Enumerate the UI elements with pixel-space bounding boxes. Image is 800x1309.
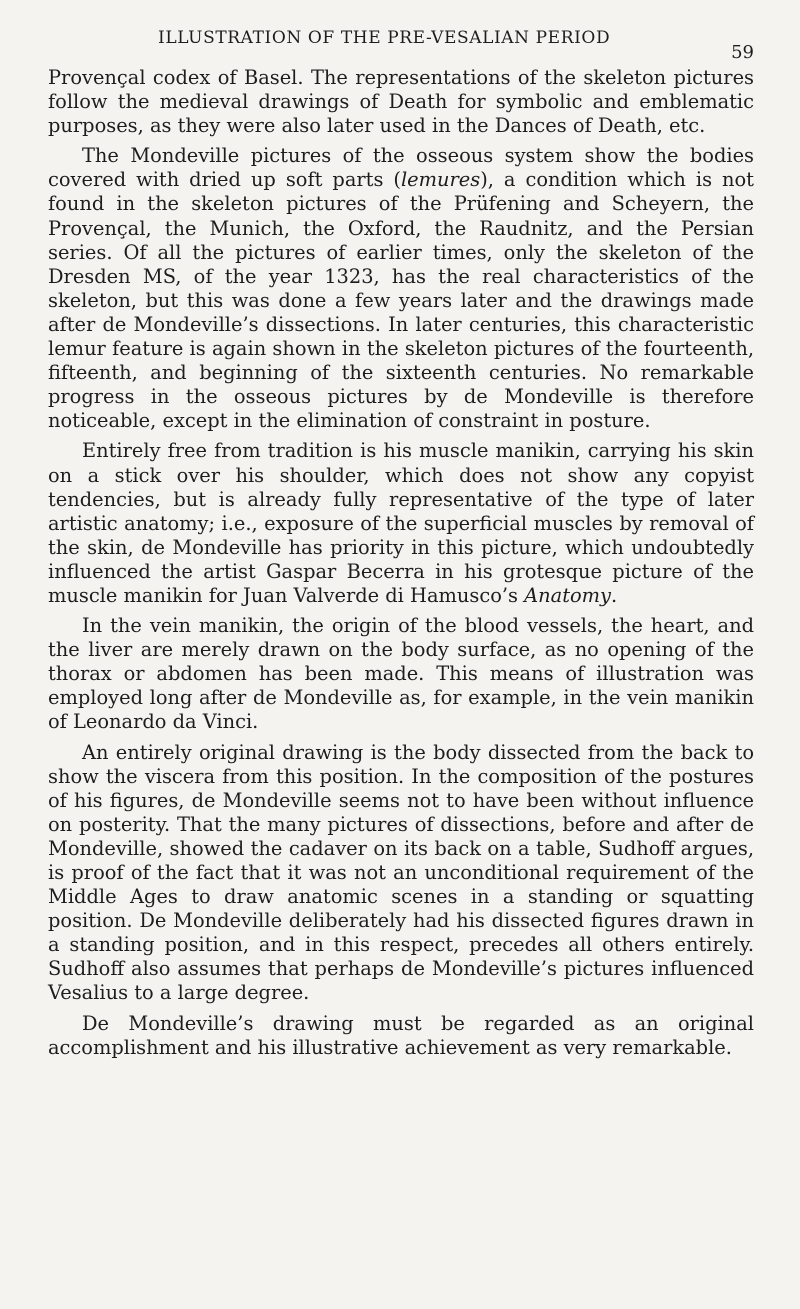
paragraph-text: In the vein manikin, the origin of the blood vessels, the heart, and the liver are merely drawn on the body surface, as no opening of the thorax or abdomen has been made. This means of illustration was employed long after de Mondeville as, for example, in the vein manikin of Leonardo da Vinci. xyxy=(48,614,754,734)
paragraph-text: Provençal codex of Basel. The representations of the skeleton pictures follow the medieval drawings of Death for symbolic and emblematic purposes, as they were also later used in the Dances of Death, etc. xyxy=(48,66,754,138)
paragraph-text: An entirely original drawing is the body dissected from the back to show the viscera from this position. In the composition of the postures of his figures, de Mondeville seems not to have been without influence on posterity. That the many pictures of dissections, before and after de Mondeville, showed the cadaver on its back on a table, Sudhoff argues, is proof of the fact that it was not an unconditional requirement of the Middle Ages to draw anatomic scenes in a standing or squatting position. De Mondeville deliberately had his dissected figures drawn in a standing position, and in this respect, precedes all others entirely. Sudhoff also assumes that perhaps de Mondeville’s pictures influenced Vesalius to a large degree. xyxy=(48,740,754,1005)
running-title: ILLUSTRATION OF THE PRE-VESALIAN PERIOD xyxy=(158,28,611,48)
paragraph-text: The Mondeville pictures of the osseous system show the bodies covered with dried up soft parts ( xyxy=(48,144,754,192)
paragraph-text: De Mondeville’s drawing must be regarded as an original accomplishment and his illustrative achievement as very remarkable. xyxy=(48,1011,754,1059)
paragraph xyxy=(48,439,754,608)
paragraph-text: Entirely free from tradition is his muscle manikin, carrying his skin on a stick over his shoulder, which does not show any copyist tendencies, but is already fully representative of the type of later artistic anatomy; i.e., exposure of the superficial muscles by removal of the skin, de Mondeville has priority in this picture, which undoubtedly influenced the artist Gaspar Becerra in his grotesque picture of the muscle manikin for Juan Valverde di Hamusco’s xyxy=(48,439,754,607)
italic-book-title: Anatomy xyxy=(524,583,612,607)
page-number: 59 xyxy=(731,42,754,63)
paragraph-text: ), a condition which is not found in the skeleton pictures of the Prüfening and Scheyern, the Provençal, the Munich, the Oxford, the Raudnitz, and the Persian series. Of all the pictures of earlier times, only the skeleton of the Dresden MS, of the year 1323, has the real characteristics of the skeleton, but this was done a few years later and the drawings made after de Mondeville’s dissections. In later centuries, this characteristic lemur feature is again shown in the skeleton pictures of the fourteenth, fifteenth, and beginning of the sixteenth centuries. No remarkable progress in the osseous pictures by de Mondeville is therefore noticeable, except in the elimination of constraint in posture. xyxy=(48,168,754,433)
body-text xyxy=(48,66,754,1060)
paragraph xyxy=(48,66,754,138)
italic-term: lemures xyxy=(400,168,481,192)
paragraph xyxy=(48,144,754,433)
paragraph xyxy=(48,614,754,734)
running-head xyxy=(48,22,754,66)
paragraph xyxy=(48,1012,754,1060)
paragraph-text: . xyxy=(611,583,618,607)
paragraph xyxy=(48,741,754,1006)
